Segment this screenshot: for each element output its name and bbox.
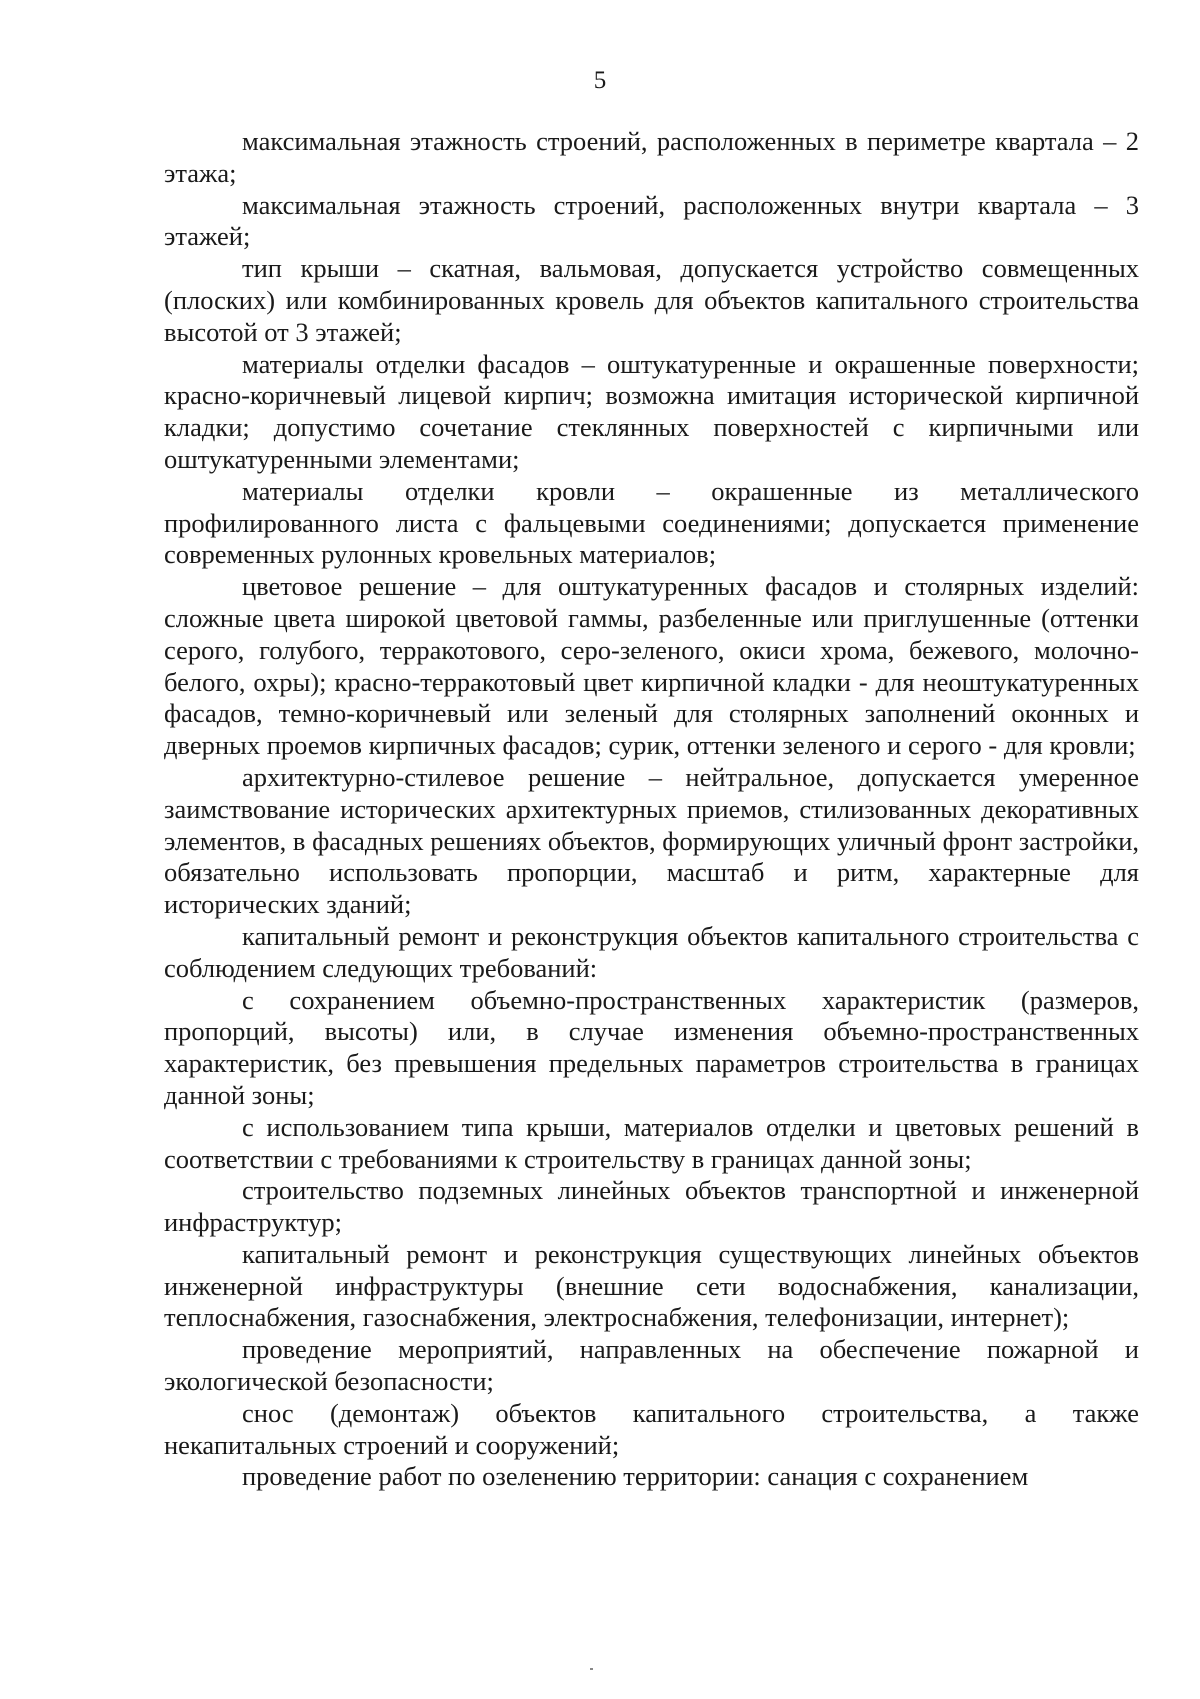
paragraph-demolition: снос (демонтаж) объектов капитального строительства, а также некапитальных строений и сооружений; [164,1397,1139,1460]
paragraph-roof-type: тип крыши – скатная, вальмовая, допускается устройство совмещенных (плоских) или комбинированных кровель для объектов капитального строительства высотой от 3 этажей; [164,253,1139,347]
paragraph-max-floors-perimeter: максимальная этажность строений, расположенных в периметре квартала – 2 этажа; [164,126,1139,188]
paragraph-roof-materials: материалы отделки кровли – окрашенные из металлического профилированного листа с фальцевыми соединениями; допускается применение современных рулонных кровельных материалов; [164,475,1139,570]
paragraph-linear-infrastructure: капитальный ремонт и реконструкция существующих линейных объектов инженерной инфраструктуры (внешние сети водоснабжения, канализации, теплоснабжения, газоснабжения, электроснабжения, телефонизации, интернет); [164,1238,1139,1333]
paragraph-max-floors-inside: максимальная этажность строений, расположенных внутри квартала – 3 этажей; [164,189,1139,252]
paragraph-facade-materials: материалы отделки фасадов – оштукатуренные и окрашенные поверхности; красно-коричневый лицевой кирпич; возможна имитация исторической кирпичной кладки; допустимо сочетание стеклянных поверхностей с кирпичными или оштукатуренными элементами; [164,348,1139,474]
body-text [164,126,1139,1493]
scan-speck [590,1668,593,1670]
paragraph-capital-repair: капитальный ремонт и реконструкция объектов капитального строительства с соблюдением следующих требований: [164,920,1139,983]
paragraph-preserve-characteristics: с сохранением объемно-пространственных характеристик (размеров, пропорций, высоты) или, в случае изменения объемно-пространственных характеристик, без превышения предельных параметров строительства в границах данной зоны; [164,984,1139,1110]
paragraph-roof-materials-colors: с использованием типа крыши, материалов отделки и цветовых решений в соответствии с требованиями к строительству в границах данной зоны; [164,1111,1139,1174]
paragraph-underground-objects: строительство подземных линейных объектов транспортной и инженерной инфраструктур; [164,1175,1139,1238]
paragraph-landscaping: проведение работ по озеленению территории: санация с сохранением [242,1461,1029,1492]
paragraph-color-solution: цветовое решение – для оштукатуренных фасадов и столярных изделий: сложные цвета широкой цветовой гаммы, разбеленные или приглушенные (оттенки серого, голубого, терракотового, серо-зеленого, окиси хрома, бежевого, молочно-белого, охры); красно-терракотовый цвет кирпичной кладки - для неоштукатуренных фасадов, темно-коричневый или зеленый для столярных заполнений оконных и дверных проемов кирпичных фасадов; сурик, оттенки зеленого и серого - для кровли; [164,571,1139,761]
paragraph-fire-ecology-safety: проведение мероприятий, направленных на обеспечение пожарной и экологической безопасности; [164,1334,1139,1397]
page-number: 5 [593,67,607,94]
paragraph-architectural-style: архитектурно-стилевое решение – нейтральное, допускается умеренное заимствование исторических архитектурных приемов, стилизованных декоративных элементов, в фасадных решениях объектов, формирующих уличный фронт застройки, обязательно использовать пропорции, масштаб и ритм, характерные для исторических зданий; [164,761,1139,920]
